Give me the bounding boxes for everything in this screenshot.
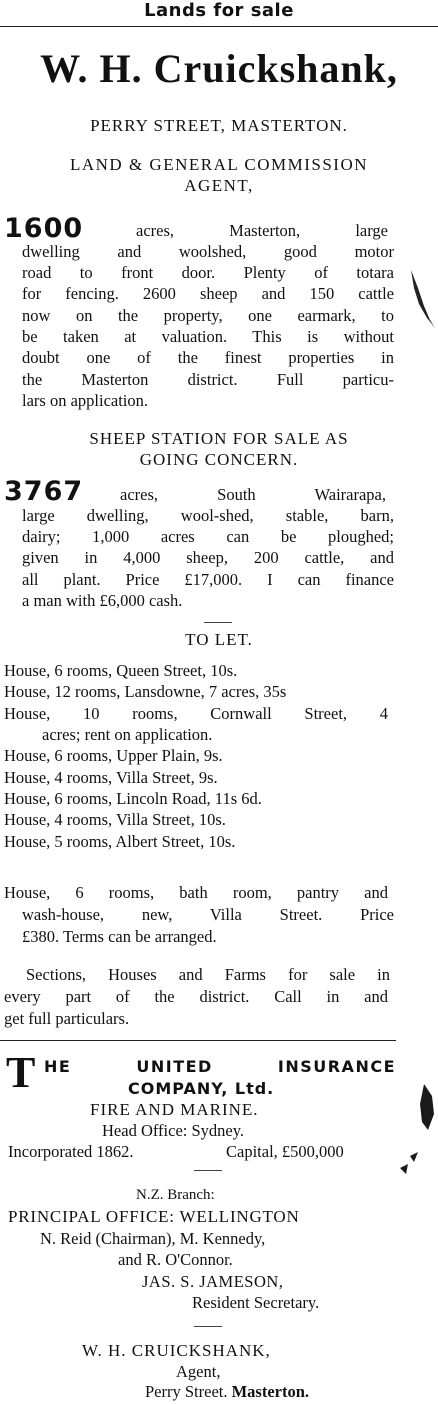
station-line: a man with £6,000 cash. <box>22 591 183 610</box>
insurance-branch: N.Z. Branch: <box>136 1187 215 1203</box>
agent-address-town: Masterton. <box>231 1382 310 1401</box>
listing1-line: road to front door. Plenty of totara <box>22 263 394 282</box>
listing1-line: now on the property, one earmark, to <box>22 306 394 325</box>
separator-dash <box>194 1170 222 1171</box>
agent-title: Agent, <box>176 1362 221 1381</box>
station-line: dairy; 1,000 acres can be ploughed; <box>22 527 394 546</box>
insurance-head-office: Head Office: Sydney. <box>102 1121 245 1140</box>
to-let-row: House, 6 rooms, Upper Plain, 9s. <box>4 746 223 765</box>
insurance-secretary-name: JAS. S. JAMESON, <box>142 1272 284 1291</box>
insurance-incorporated: Incorporated 1862. <box>8 1142 134 1161</box>
to-let-row: House, 10 rooms, Cornwall Street, 4 <box>4 704 388 723</box>
house-sale-line: £380. Terms can be arranged. <box>22 927 217 946</box>
advertiser-address: PERRY STREET, MASTERTON. <box>90 116 348 135</box>
to-let-row: House, 4 rooms, Villa Street, 10s. <box>4 810 226 829</box>
insurance-subtitle: FIRE AND MARINE. <box>90 1100 259 1119</box>
station-heading-line2: GOING CONCERN. <box>139 450 299 469</box>
insurance-title-line1: HE UNITED INSURANCE <box>44 1057 396 1076</box>
listing-acreage-1600: 1600 <box>4 213 84 244</box>
agent-name: W. H. CRUICKSHANK, <box>82 1341 271 1360</box>
ink-speck-icon <box>405 268 438 332</box>
insurance-drop-cap: T <box>6 1048 36 1097</box>
station-line: all plant. Price £17,000. I can finance <box>22 570 394 589</box>
listing-acreage-3767: 3767 <box>4 476 84 507</box>
to-let-row: House, 12 rooms, Lansdowne, 7 acres, 35s <box>4 682 287 701</box>
insurance-directors-line1: N. Reid (Chairman), M. Kennedy, <box>40 1229 266 1248</box>
to-let-row: House, 4 rooms, Villa Street, 9s. <box>4 768 218 787</box>
house-sale-line: wash-house, new, Villa Street. Price <box>22 905 394 924</box>
listing1-line: acres, Masterton, large <box>136 221 388 240</box>
station-line: large dwelling, wool-shed, stable, barn, <box>22 506 394 525</box>
separator-dash <box>204 622 232 623</box>
listing1-line: for fencing. 2600 sheep and 150 cattle <box>22 284 394 303</box>
insurance-secretary-title: Resident Secretary. <box>192 1293 320 1312</box>
section-heading: Lands for sale <box>144 0 294 21</box>
insurance-title-line2: COMPANY, Ltd. <box>128 1079 275 1098</box>
ink-speck-icon <box>398 1082 438 1182</box>
sections-line: get full particulars. <box>4 1009 130 1028</box>
to-let-row: House, 6 rooms, Lincoln Road, 11s 6d. <box>4 789 262 808</box>
station-heading-line1: SHEEP STATION FOR SALE AS <box>89 429 349 448</box>
listing1-line: the Masterton district. Full particu- <box>22 370 394 389</box>
advertiser-role-line1: LAND & GENERAL COMMISSION <box>69 155 368 174</box>
insurance-capital: Capital, £500,000 <box>226 1142 344 1161</box>
to-let-row: House, 5 rooms, Albert Street, 10s. <box>4 832 236 851</box>
listing1-line: lars on application. <box>22 391 149 410</box>
sections-line: every part of the district. Call in and <box>4 987 388 1006</box>
to-let-row: House, 6 rooms, Queen Street, 10s. <box>4 661 238 680</box>
advertiser-role-line2: AGENT, <box>184 176 254 195</box>
section-rule <box>0 1040 396 1041</box>
advertiser-name: W. H. Cruickshank, <box>40 46 398 91</box>
agent-address-street: Perry Street. <box>145 1382 228 1401</box>
listing1-line: be taken at valuation. This is without <box>22 327 394 346</box>
insurance-directors-line2: and R. O'Connor. <box>118 1250 233 1269</box>
station-line: acres, South Wairarapa, <box>120 485 386 504</box>
separator-dash <box>194 1326 222 1327</box>
to-let-row: acres; rent on application. <box>42 725 213 744</box>
house-sale-line: House, 6 rooms, bath room, pantry and <box>4 883 388 902</box>
listing1-line: dwelling and woolshed, good motor <box>22 242 394 261</box>
insurance-principal-office: PRINCIPAL OFFICE: WELLINGTON <box>8 1207 300 1226</box>
station-line: given in 4,000 sheep, 200 cattle, and <box>22 548 394 567</box>
sections-line: Sections, Houses and Farms for sale in <box>26 965 390 984</box>
to-let-heading: TO LET. <box>185 630 253 649</box>
agent-address <box>145 1382 309 1402</box>
header-rule <box>0 26 438 27</box>
listing1-line: doubt one of the finest properties in <box>22 348 394 367</box>
